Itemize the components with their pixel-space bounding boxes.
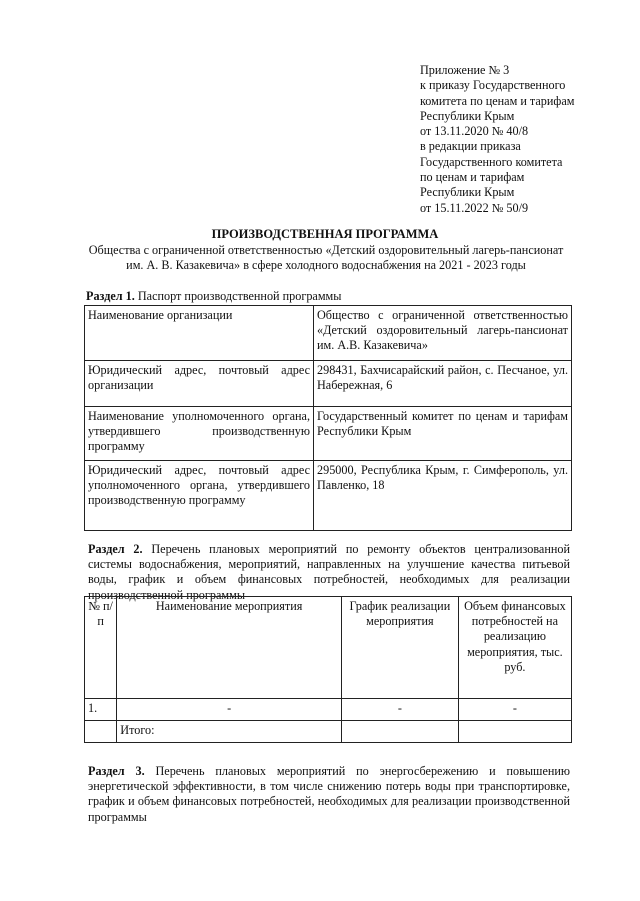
section3-text: Перечень плановых мероприятий по энергосбережению и повышению энергетической эффективности, в том числе снижению потерь воды при транспортировке, график и объем финансовых потребностей, необходимых для реализации производственной программы bbox=[88, 764, 570, 824]
table-cell: - bbox=[341, 699, 458, 721]
table-row bbox=[85, 407, 572, 461]
passport-table bbox=[84, 305, 572, 531]
section3-heading bbox=[88, 764, 570, 825]
document-subtitle: Общества с ограниченной ответственностью «Детский оздоровительный лагерь-пансионат им. А. В. Казакевича» в сфере холодного водоснабжения на 2021 - 2023 годы bbox=[88, 243, 564, 273]
annex-line: от 15.11.2022 № 50/9 bbox=[420, 200, 529, 215]
table-cell: Юридический адрес, почтовый адрес уполномоченного органа, утвердившего производственную программу bbox=[85, 461, 314, 531]
total-label: Итого: bbox=[117, 721, 342, 743]
section2-label: Раздел 2. bbox=[88, 542, 143, 556]
table-header-row bbox=[85, 597, 572, 699]
table-cell: Наименование уполномоченного органа, утвердившего производственную программу bbox=[85, 407, 314, 461]
table-cell: 298431, Бахчисарайский район, с. Песчаное, ул. Набережная, 6 bbox=[314, 361, 572, 407]
table-cell: Юридический адрес, почтовый адрес организации bbox=[85, 361, 314, 407]
header-name: Наименование мероприятия bbox=[117, 597, 342, 699]
header-finance: Объем финансовых потребностей на реализацию мероприятия, тыс. руб. bbox=[458, 597, 571, 699]
table-cell bbox=[458, 721, 571, 743]
document-title: ПРОИЗВОДСТВЕННАЯ ПРОГРАММА bbox=[211, 227, 439, 241]
section1-heading bbox=[86, 289, 341, 304]
table-cell: Общество с ограниченной ответственностью «Детский оздоровительный лагерь-пансионат им. А.В. Казакевича» bbox=[314, 306, 572, 361]
table-cell: Наименование организации bbox=[85, 306, 314, 361]
annex-line: к приказу Государственного bbox=[420, 78, 566, 93]
annex-line: по ценам и тарифам bbox=[420, 170, 525, 185]
table-cell: - bbox=[458, 699, 571, 721]
annex-line: комитета по ценам и тарифам bbox=[420, 93, 575, 108]
section2-heading bbox=[88, 542, 570, 603]
header-schedule: График реализации мероприятия bbox=[341, 597, 458, 699]
annex-line: Республики Крым bbox=[420, 185, 515, 200]
annex-line: от 13.11.2020 № 40/8 bbox=[420, 124, 529, 139]
table-row bbox=[85, 361, 572, 407]
section3-label: Раздел 3. bbox=[88, 764, 145, 778]
table-cell bbox=[341, 721, 458, 743]
section1-label: Раздел 1. bbox=[86, 289, 135, 303]
table-row bbox=[85, 306, 572, 361]
table-row bbox=[85, 461, 572, 531]
total-row bbox=[85, 721, 572, 743]
table-cell: - bbox=[117, 699, 342, 721]
table-cell: 295000, Республика Крым, г. Симферополь, ул. Павленко, 18 bbox=[314, 461, 572, 531]
measures-table bbox=[84, 596, 572, 743]
section1-text: Паспорт производственной программы bbox=[137, 289, 342, 303]
table-cell: Государственный комитет по ценам и тарифам Республики Крым bbox=[314, 407, 572, 461]
table-row bbox=[85, 699, 572, 721]
annex-line: в редакции приказа bbox=[420, 139, 521, 154]
annex-block bbox=[420, 63, 620, 216]
table-cell: 1. bbox=[85, 699, 117, 721]
annex-line: Государственного комитета bbox=[420, 154, 563, 169]
table-cell bbox=[85, 721, 117, 743]
section2-text: Перечень плановых мероприятий по ремонту объектов централизованной системы водоснабжения, мероприятий, направленных на улучшение качества питьевой воды, график и объем финансовых потребностей, необходимых для реализации производственной программы bbox=[88, 542, 571, 602]
header-num: № п/п bbox=[85, 597, 117, 699]
annex-line: Приложение № 3 bbox=[420, 63, 510, 77]
annex-line: Республики Крым bbox=[420, 108, 515, 123]
